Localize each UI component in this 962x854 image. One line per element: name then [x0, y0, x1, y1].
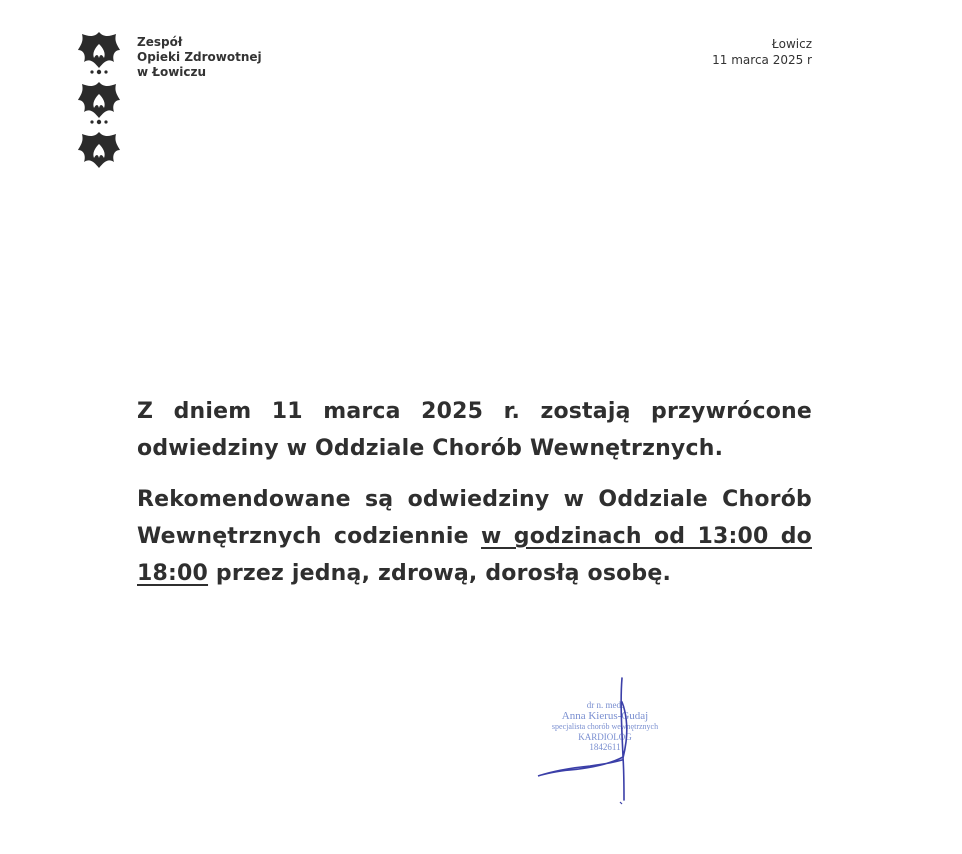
- paragraph-2-intro: Rekomendowane są odwiedziny w Oddziale Chorób Wewnętrznych codziennie: [137, 487, 812, 549]
- stamp-specialty: specjalista chorób wewnętrznych: [551, 722, 659, 731]
- document-date: 11 marca 2025 r: [712, 53, 812, 67]
- stamp-title: dr n. med.: [586, 700, 624, 710]
- organization-logo-icon: [76, 28, 122, 176]
- visiting-hours: w godzinach od 13:00 do 18:00: [137, 524, 812, 586]
- stamp-name: Anna Kierus-Gudaj: [561, 710, 649, 722]
- organization-name-line-1: Zespół: [137, 35, 183, 49]
- place-and-date: [712, 36, 812, 68]
- organization-name-line-3: w Łowiczu: [137, 65, 207, 79]
- paragraph-2-outro: przez jedną, zdrową, dorosłą osobę.: [208, 561, 672, 586]
- announcement-paragraph-2: [137, 481, 812, 592]
- handwritten-signature: [530, 672, 650, 812]
- announcement-paragraph-1: Z dniem 11 marca 2025 r. zostają przywrócone odwiedziny w Oddziale Chorób Wewnętrznych.: [137, 399, 812, 461]
- organization-name: [137, 35, 262, 80]
- organization-name-line-2: Opieki Zdrowotnej: [137, 50, 262, 64]
- place: Łowicz: [771, 37, 812, 51]
- stamp-license-number: 1842611: [589, 742, 621, 752]
- announcement-body: [137, 393, 812, 592]
- stamp-specialty-2: KARDIOLOG: [578, 732, 632, 742]
